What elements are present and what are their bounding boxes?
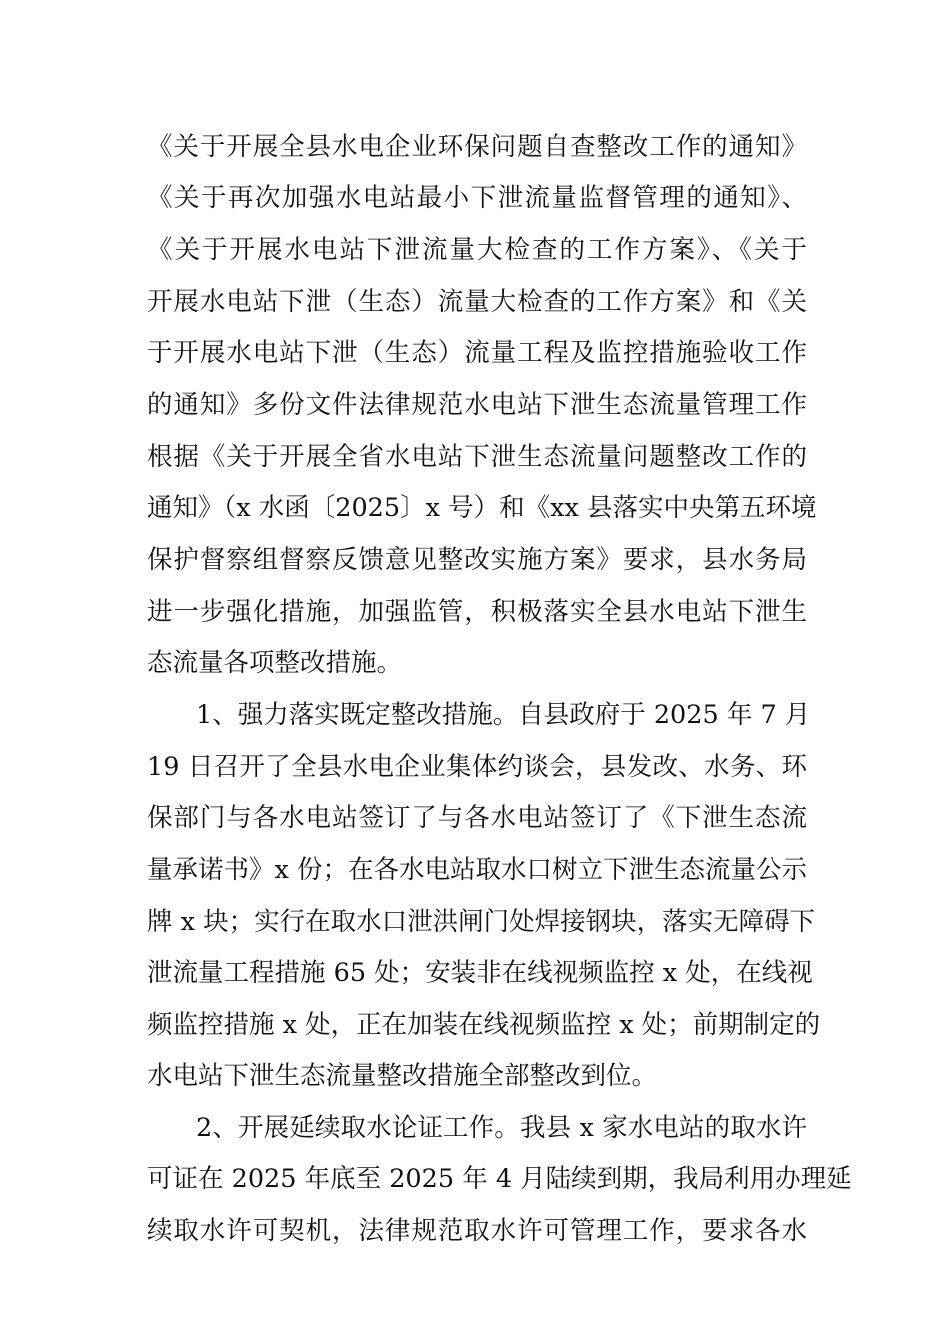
text-line: 牌 x 块；实行在取水口泄洪闸门处焊接钢块，落实无障碍下 (147, 907, 816, 937)
text-line: 《关于开展全县水电企业环保问题自查整改工作的通知》 (147, 132, 807, 162)
text-line: 进一步强化措施，加强监管，积极落实全县水电站下泄生 (147, 597, 807, 627)
text-line: 泄流量工程措施 65 处；安装非在线视频监控 x 处，在线视 (147, 958, 813, 988)
text-line: 于开展水电站下泄（生态）流量工程及监控措施验收工作 (147, 338, 807, 368)
text-line: 态流量各项整改措施。 (147, 648, 403, 678)
text-line: 开展水电站下泄（生态）流量大检查的工作方案》和《关 (147, 287, 807, 317)
text-line: 19 日召开了全县水电企业集体约谈会，县发改、水务、环 (147, 752, 807, 782)
text-line: 水电站下泄生态流量整改措施全部整改到位。 (147, 1061, 658, 1091)
text-line: 《关于开展水电站下泄流量大检查的工作方案》、《关于 (147, 235, 807, 265)
text-line: 保部门与各水电站签订了与各水电站签订了《下泄生态流 (147, 803, 807, 833)
paragraph-heading: 1、强力落实既定整改措施。自县政府于 2025 年 7 月 (196, 700, 811, 730)
text-line: 《关于再次加强水电站最小下泄流量监督管理的通知》、 (147, 183, 807, 213)
text-line: 保护督察组督察反馈意见整改实施方案》要求，县水务局 (147, 545, 807, 575)
text-line: 可证在 2025 年底至 2025 年 4 月陆续到期，我局利用办理延 (147, 1164, 852, 1194)
text-line: 根据《关于开展全省水电站下泄生态流量问题整改工作的 (147, 442, 807, 472)
text-line: 通知》（x 水函〔2025〕x 号）和《xx 县落实中央第五环境 (147, 493, 817, 523)
text-line: 量承诺书》x 份；在各水电站取水口树立下泄生态流量公示 (147, 855, 807, 885)
paragraph-heading: 2、开展延续取水论证工作。我县 x 家水电站的取水许 (196, 1113, 807, 1143)
text-line: 续取水许可契机，法律规范取水许可管理工作，要求各水 (147, 1216, 807, 1246)
text-line: 频监控措施 x 处，正在加装在线视频监控 x 处；前期制定的 (147, 1010, 821, 1040)
text-line: 的通知》多份文件法律规范水电站下泄生态流量管理工作 (147, 390, 807, 420)
